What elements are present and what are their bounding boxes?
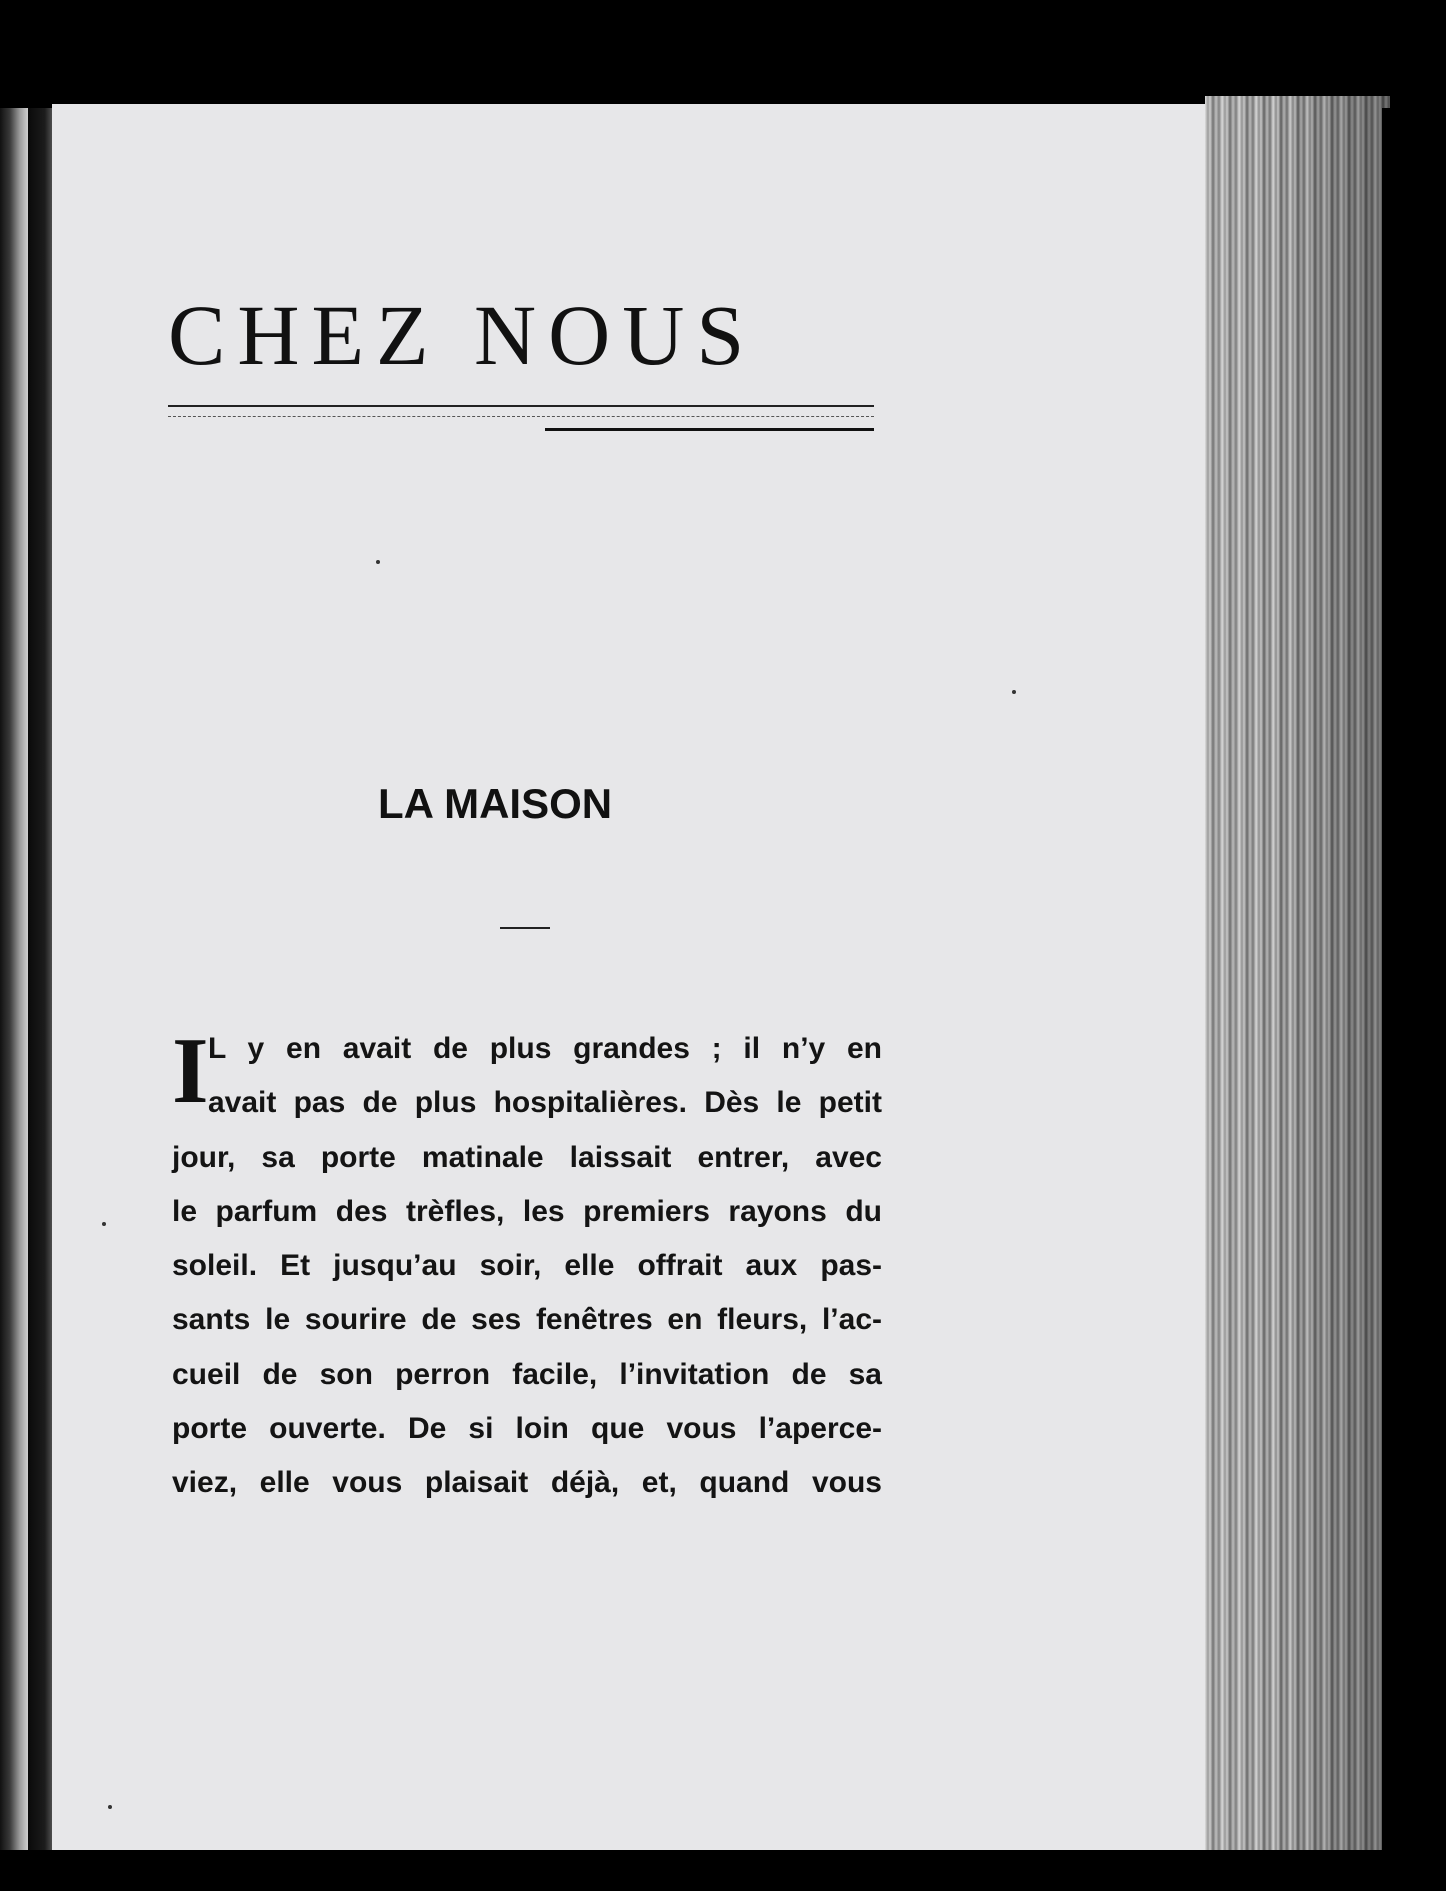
- title-rule-dashed: [168, 416, 874, 417]
- body-paragraph: [172, 1019, 882, 1511]
- text-line: le parfum des trèfles, les premiers rayons du: [172, 1194, 882, 1228]
- text-line: avait pas de plus hospitalières. Dès le petit: [208, 1086, 882, 1120]
- drop-cap: I: [172, 1019, 209, 1123]
- text-line: porte ouverte. De si loin que vous l’aperce-: [172, 1412, 882, 1446]
- left-page-edge: [0, 108, 28, 1850]
- text-line: sants le sourire de ses fenêtres en fleurs, l’ac-: [172, 1303, 882, 1337]
- title-rule-bottom: [545, 428, 874, 431]
- page-block-shading: [1205, 96, 1390, 1850]
- paper-speck: [1012, 690, 1016, 694]
- chapter-heading: LA MAISON: [378, 780, 613, 827]
- text-line: jour, sa porte matinale laissait entrer, avec: [172, 1140, 882, 1174]
- section-dash: [500, 927, 550, 929]
- title-rule-top: [168, 405, 874, 407]
- scan-bottom-border: [0, 1850, 1446, 1891]
- paper-speck: [102, 1222, 106, 1226]
- scan-right-border: [1382, 108, 1446, 1850]
- text-line: viez, elle vous plaisait déjà, et, quand vous: [172, 1466, 882, 1500]
- scan-top-border: [0, 0, 1446, 108]
- text-line: soleil. Et jusqu’au soir, elle offrait aux pas-: [172, 1249, 882, 1283]
- book-title: CHEZ NOUS: [168, 287, 757, 383]
- paper-speck: [376, 560, 380, 564]
- text-line: L y en avait de plus grandes ; il n’y en: [208, 1032, 882, 1065]
- paper-speck: [108, 1805, 112, 1809]
- text-line: cueil de son perron facile, l’invitation de sa: [172, 1357, 882, 1391]
